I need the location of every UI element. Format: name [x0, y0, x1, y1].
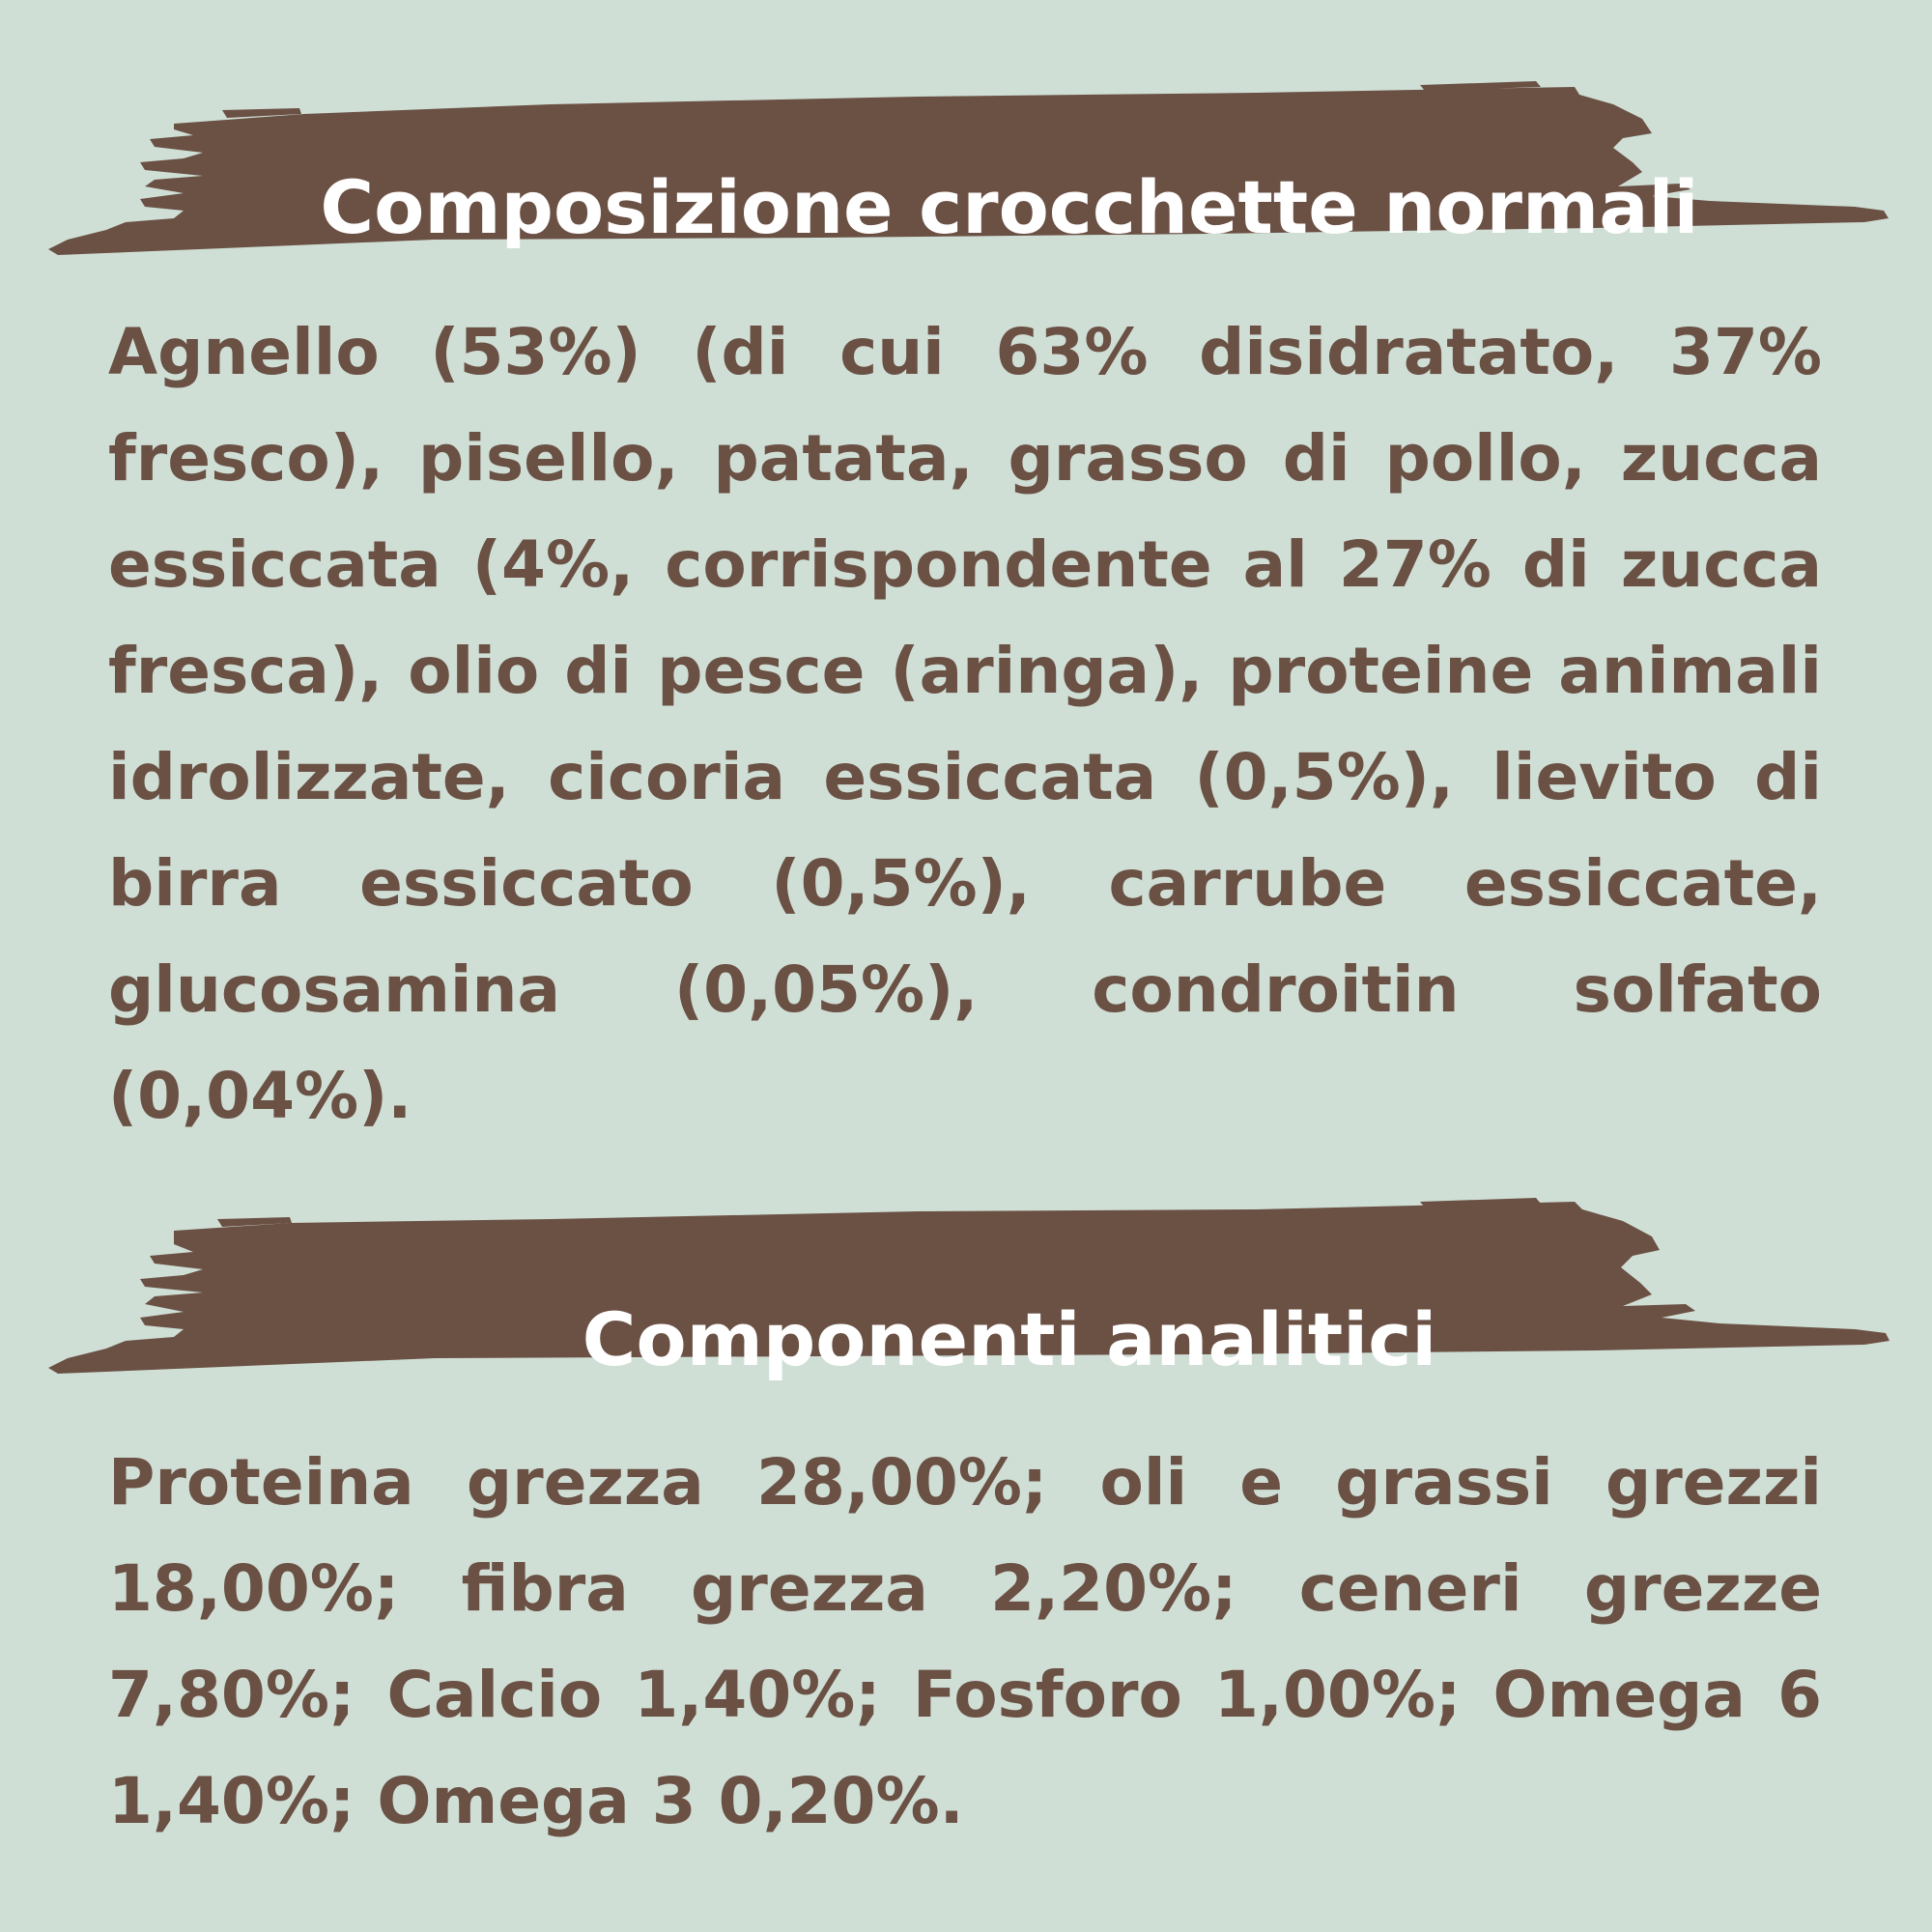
- section-banner-analytics: [48, 1190, 1893, 1383]
- analytical-components-text: Proteina grezza 28,00%; oli e grassi grezzi 18,00%; fibra grezza 2,20%; ceneri grezze 7,80%; Calcio 1,40%; Fosforo 1,00%; Omega 6 1,40%; Omega 3 0,20%.: [108, 1445, 1822, 1838]
- section-title-composition: Composizione crocchette normali: [320, 164, 1699, 250]
- composition-ingredients-text: Agnello (53%) (di cui 63% disidratato, 37% fresco), pisello, patata, grasso di pollo, zucca essiccata (4%, corrispondente al 27% di zucca fresca), olio di pesce (aringa), proteine animali idrolizzate, cicoria essiccata (0,5%), lievito di birra essiccato (0,5%), carrube essiccate, glucosamina (0,05%), condroitin solfato (0,04%).: [108, 315, 1822, 1133]
- section-banner-composition: [48, 75, 1893, 269]
- section-title-analytics: Componenti analitici: [582, 1296, 1437, 1382]
